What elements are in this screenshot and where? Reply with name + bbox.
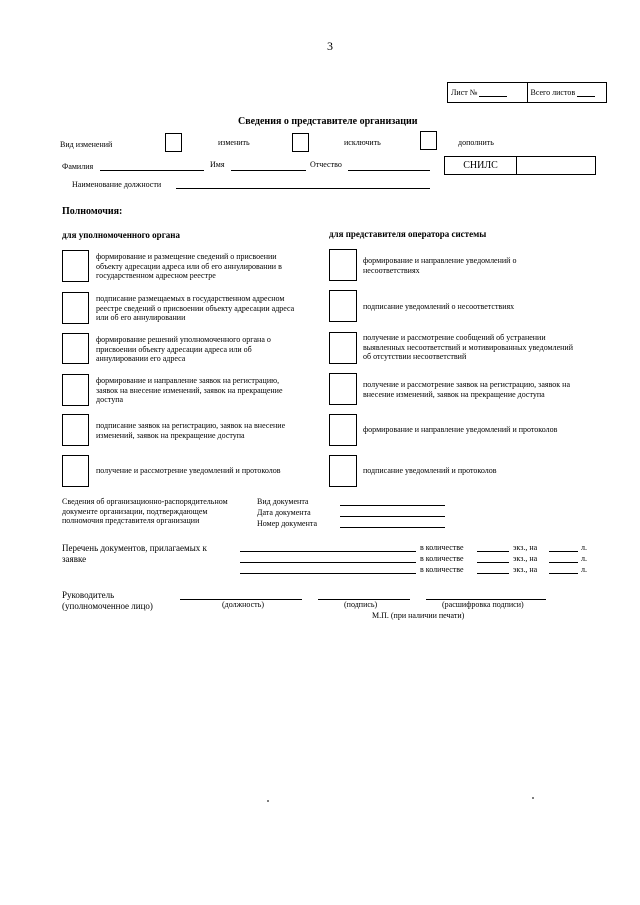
- attachment-qty-field-3[interactable]: [477, 573, 509, 574]
- attachment-sheets-label-2: л.: [581, 554, 587, 563]
- change-option-change: изменить: [218, 138, 250, 147]
- right-power-checkbox-1[interactable]: [329, 249, 357, 281]
- left-power-text-4: формирование и направление заявок на регистрацию, заявок на внесение изменений, заявок на прекращение доступа: [96, 376, 283, 404]
- head-label-2: (уполномоченное лицо): [62, 601, 153, 611]
- change-option-exclude: исключить: [344, 138, 381, 147]
- section-title: Сведения о представителе организации: [238, 116, 418, 127]
- attachment-field-2[interactable]: [240, 562, 416, 563]
- scan-dot: [267, 800, 269, 802]
- powers-title: Полномочия:: [62, 206, 123, 217]
- head-label-1: Руководитель: [62, 590, 115, 600]
- left-power-text-6: получение и рассмотрение уведомлений и протоколов: [96, 466, 281, 475]
- attachment-sheets-label-3: л.: [581, 565, 587, 574]
- name-field[interactable]: [231, 170, 306, 171]
- left-power-checkbox-1[interactable]: [62, 250, 89, 282]
- attachment-sheets-field-1[interactable]: [549, 551, 578, 552]
- left-power-text-3: формирование решений уполномоченного органа о присвоении объекту адресации адреса или об аннулировании его адреса: [96, 335, 271, 363]
- right-column-title: для представителя оператора системы: [329, 229, 487, 239]
- attachment-sheets-field-3[interactable]: [549, 573, 578, 574]
- sheet-number-cell[interactable]: [448, 83, 528, 102]
- document-info-description: Сведения об организационно-распорядительном документе организации, подтверждающем полномочия представителя организации: [62, 497, 228, 525]
- document-number-field[interactable]: [340, 527, 445, 528]
- attachment-sheets-label-1: л.: [581, 543, 587, 552]
- patronymic-label: Отчество: [310, 160, 342, 169]
- left-power-checkbox-4[interactable]: [62, 374, 89, 406]
- page-number: 3: [327, 39, 333, 53]
- position-label: Наименование должности: [72, 180, 162, 189]
- name-label: Имя: [210, 160, 225, 169]
- change-type-label: Вид изменений: [60, 140, 113, 149]
- change-checkbox-change[interactable]: [292, 133, 309, 152]
- scan-dot: [532, 797, 534, 799]
- right-power-checkbox-3[interactable]: [329, 332, 357, 364]
- change-checkbox-1[interactable]: [165, 133, 182, 152]
- stamp-caption: М.П. (при наличии печати): [372, 611, 465, 620]
- surname-field[interactable]: [100, 170, 204, 171]
- attachment-field-3[interactable]: [240, 573, 416, 574]
- attachment-qty-label-1: в количестве: [420, 543, 464, 552]
- snils-label: СНИЛС: [445, 157, 517, 174]
- snils-box: [444, 156, 596, 175]
- change-option-add: дополнить: [458, 138, 494, 147]
- sheet-info-box: [447, 82, 607, 103]
- attachment-sheets-field-2[interactable]: [549, 562, 578, 563]
- left-column-title: для уполномоченного органа: [62, 230, 180, 240]
- left-power-checkbox-2[interactable]: [62, 292, 89, 324]
- document-type-label: Вид документа: [257, 497, 309, 506]
- attachment-qty-field-2[interactable]: [477, 562, 509, 563]
- right-power-checkbox-4[interactable]: [329, 373, 357, 405]
- position-field[interactable]: [176, 188, 430, 189]
- right-power-checkbox-2[interactable]: [329, 290, 357, 322]
- right-power-text-3: получение и рассмотрение сообщений об устранении выявленных несоответствий и мотивированных уведомлений об отсутствии несоответствий: [363, 333, 573, 361]
- right-power-text-5: формирование и направление уведомлений и протоколов: [363, 425, 558, 434]
- attachment-copies-label-1: экз., на: [513, 543, 538, 552]
- left-power-text-5: подписание заявок на регистрацию, заявок на внесение изменений, заявок на прекращение доступа: [96, 421, 286, 440]
- position-caption: (должность): [222, 600, 264, 609]
- attachment-qty-label-2: в количестве: [420, 554, 464, 563]
- total-sheets-label: Всего листов: [530, 88, 576, 97]
- attachments-label: Перечень документов, прилагаемых к заявке: [62, 543, 207, 564]
- total-sheets-cell[interactable]: [528, 83, 607, 102]
- left-power-checkbox-3[interactable]: [62, 333, 89, 364]
- document-number-label: Номер документа: [257, 519, 318, 528]
- attachment-qty-label-3: в количестве: [420, 565, 464, 574]
- decode-caption: (расшифровка подписи): [442, 600, 524, 609]
- right-power-checkbox-6[interactable]: [329, 455, 357, 487]
- attachment-copies-label-2: экз., на: [513, 554, 538, 563]
- right-power-text-1: формирование и направление уведомлений о несоответствиях: [363, 256, 517, 275]
- signature-caption: (подпись): [344, 600, 378, 609]
- change-checkbox-exclude[interactable]: [420, 131, 437, 150]
- right-power-checkbox-5[interactable]: [329, 414, 357, 446]
- left-power-text-1: формирование и размещение сведений о присвоении объекту адресации адреса или об его аннулировании в государственном адресном реестре: [96, 252, 282, 280]
- left-power-checkbox-6[interactable]: [62, 455, 89, 487]
- right-power-text-6: подписание уведомлений и протоколов: [363, 466, 497, 475]
- surname-label: Фамилия: [62, 162, 94, 171]
- sheet-number-label: Лист №: [451, 88, 478, 97]
- attachment-copies-label-3: экз., на: [513, 565, 538, 574]
- right-power-text-4: получение и рассмотрение заявок на регистрацию, заявок на внесение изменений, заявок на прекращение доступа: [363, 380, 571, 399]
- document-type-field[interactable]: [340, 505, 445, 506]
- attachment-qty-field-1[interactable]: [477, 551, 509, 552]
- snils-field[interactable]: [517, 157, 595, 174]
- attachment-field-1[interactable]: [240, 551, 416, 552]
- right-power-text-2: подписание уведомлений о несоответствиях: [363, 302, 515, 311]
- document-date-field[interactable]: [340, 516, 445, 517]
- patronymic-field[interactable]: [348, 170, 430, 171]
- left-power-text-2: подписание размещаемых в государственном адресном реестре сведений о присвоении объекту адресации адреса или об его аннулировании: [96, 294, 295, 322]
- left-power-checkbox-5[interactable]: [62, 414, 89, 446]
- document-date-label: Дата документа: [257, 508, 311, 517]
